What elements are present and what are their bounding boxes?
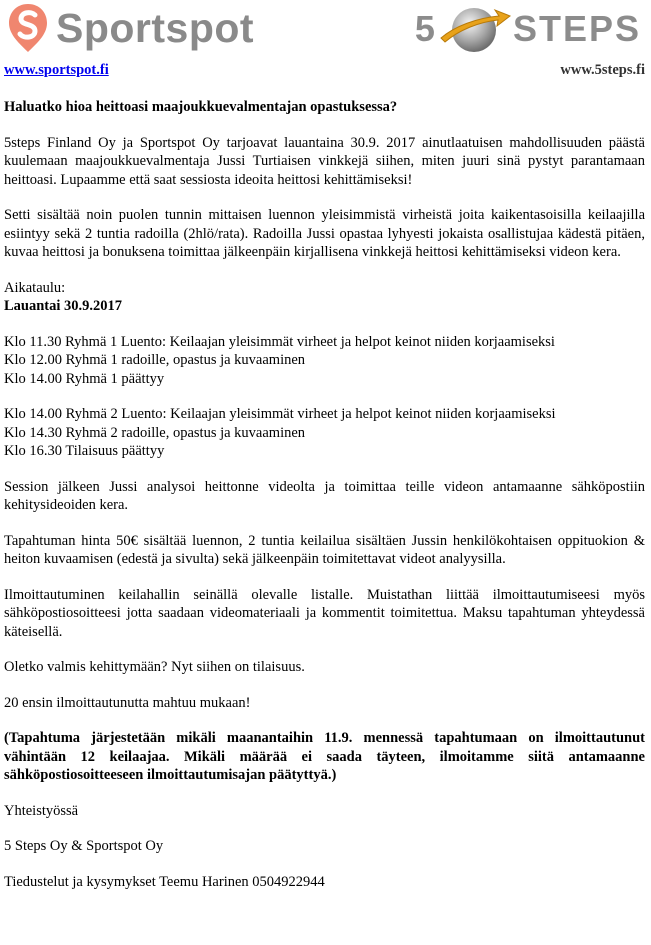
details-paragraph: Setti sisältää noin puolen tunnin mittaisen luennon yleisimmistä virheistä joita kaikentasoisilla keilaajilla esiintyy sekä 2 tuntia radoilla (2hlö/rata). Radoilla Jussi opastaa lyhyesti jokaista osallistujaa kädestä pitäen, kuvaa heittosi ja bonuksena toimittaa jälkeenpäin kirjallisena vinkkejä heittosi kehittämiseksi videon kera. xyxy=(4,207,645,260)
cooperation-label: Yhteistyössä xyxy=(4,802,79,819)
sportspot-wordmark: Sportspot xyxy=(56,4,255,51)
website-links xyxy=(4,62,645,80)
heading xyxy=(4,98,645,117)
capacity-paragraph: 20 ensin ilmoittautunutta mahtuu mukaan! xyxy=(4,694,251,711)
price-paragraph: Tapahtuman hinta 50€ sisältää luennon, 2 tuntia keilailua sisältäen Jussin henkilökohtaisen oppituokion & heiton kuvaamisen (edestä ja sivulta) sekä jälkeenpäin toimitettavat videot analyysilla. xyxy=(4,532,645,567)
header xyxy=(0,0,651,78)
5steps-logo[interactable] xyxy=(415,4,641,54)
group2-item: Klo 16.30 Tilaisuus päättyy xyxy=(4,443,165,459)
question-paragraph: Oletko valmis kehittymään? Nyt siihen on tilaisuus. xyxy=(4,659,305,675)
schedule-date xyxy=(4,297,645,316)
group1-item: Klo 11.30 Ryhmä 1 Luento: Keilaajan yleisimmät virheet ja helpot keinot niiden korjaamiseksi xyxy=(4,333,555,350)
intro-paragraph: 5steps Finland Oy ja Sportspot Oy tarjoavat lauantaina 30.9. 2017 ainutlaatuisen mahdollisuuden päästä kuulemaan maajoukkuevalmentaja Jussi Turtiaisen vinkkejä siihen, miten juuri sinä pystyt parantamaan heittoasi. Lupaamme että saat sessiosta ideoita heittosi kehittämiseksi! xyxy=(4,134,645,188)
contact-line: Tiedustelut ja kysymykset Teemu Harinen 0504922944 xyxy=(4,873,325,890)
group2-item: Klo 14.30 Ryhmä 2 radoille, opastus ja kuvaaminen xyxy=(4,424,306,441)
heading-text: Haluatko hioa heittoasi maajoukkuevalmentajan opastuksessa? xyxy=(4,99,398,115)
flyer-content xyxy=(4,98,645,908)
notice-text: (Tapahtuma järjestetään mikäli maanantaihin 11.9. mennessä tapahtumaan on ilmoittautunut vähintään 12 keilaajaa. Mikäli määrää ei saada täyteen, ilmoitamme siitä antamaanne sähköpostiosoitteeseen ilmoittautumisajan päätyttyä.) xyxy=(4,730,645,783)
location-pin-logo-icon xyxy=(6,2,50,54)
5steps-link[interactable]: www.5steps.fi xyxy=(560,62,645,78)
notice-paragraph xyxy=(4,729,645,785)
globe-arrow-logo-icon xyxy=(437,4,511,54)
sportspot-link[interactable]: www.sportspot.fi xyxy=(4,62,109,78)
5steps-number: 5 xyxy=(414,8,435,49)
schedule-date-text: Lauantai 30.9.2017 xyxy=(4,298,123,314)
group1-item: Klo 14.00 Ryhmä 1 päättyy xyxy=(4,370,165,387)
companies-line: 5 Steps Oy & Sportspot Oy xyxy=(4,838,164,854)
schedule-label: Aikataulu: xyxy=(4,279,66,296)
5steps-wordmark: STEPS xyxy=(512,8,641,49)
analysis-paragraph: Session jälkeen Jussi analysoi heittonne videolta ja toimittaa teille videon antamaanne sähköpostiin kehitysideoiden kera. xyxy=(4,478,645,513)
registration-paragraph: Ilmoittautuminen keilahallin seinällä olevalle listalle. Muistathan liittää ilmoittautumiseesi myös sähköpostiosoitteesi jotta saadaan videomateriaali ja kommentit toimitettua. Maksu tapahtuman yhteydessä käteisellä. xyxy=(4,586,645,640)
group2-item: Klo 14.00 Ryhmä 2 Luento: Keilaajan yleisimmät virheet ja helpot keinot niiden korjaamiseksi xyxy=(4,406,556,422)
group1-item: Klo 12.00 Ryhmä 1 radoille, opastus ja kuvaaminen xyxy=(4,352,306,368)
sportspot-logo[interactable] xyxy=(6,2,254,54)
